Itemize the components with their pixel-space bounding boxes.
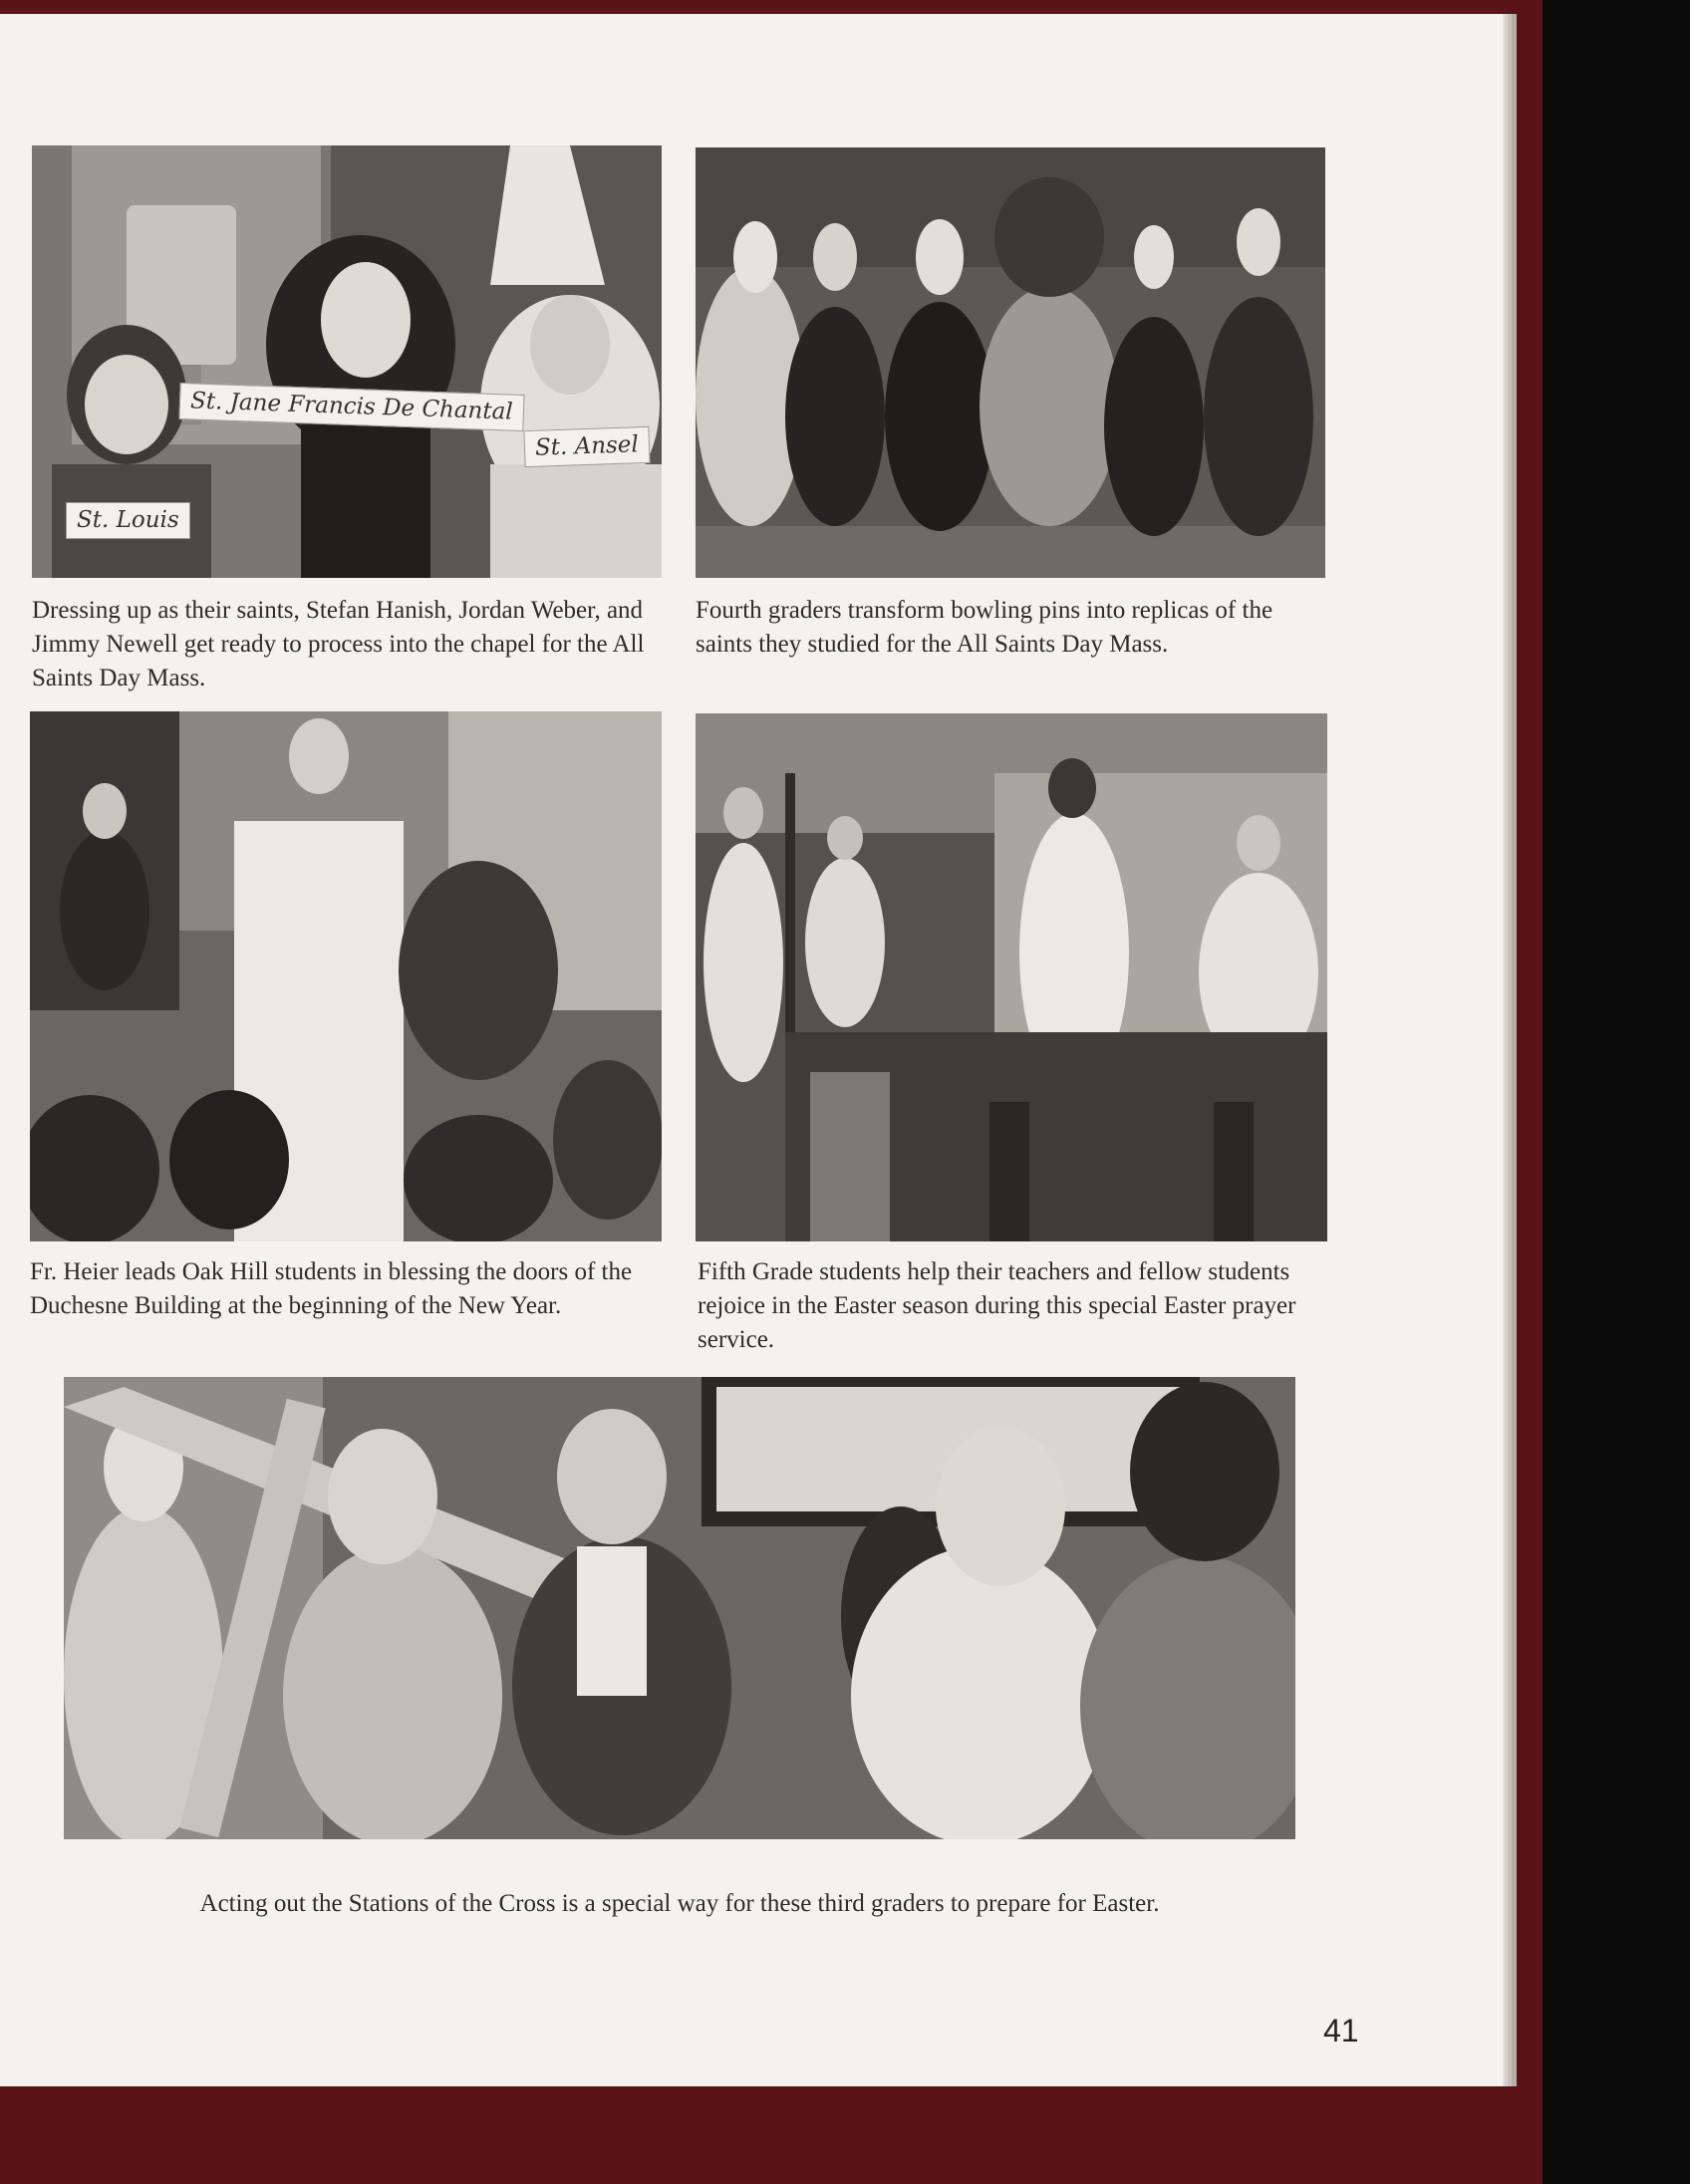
page-number: 41 bbox=[1323, 2013, 1359, 2048]
photo-easter-service-image bbox=[696, 713, 1327, 1241]
caption-saints-costumes: Dressing up as their saints, Stefan Hanish, Jordan Weber, and Jimmy Newell get ready to process into the chapel for the All Saints Day Mass. bbox=[32, 597, 645, 691]
sign-st-jane-francis: St. Jane Francis De Chantal bbox=[178, 383, 524, 431]
photo-bowling-pins-image bbox=[696, 147, 1325, 578]
caption-blessing-doors: Fr. Heier leads Oak Hill students in blessing the doors of the Duchesne Building at the beginning of the New Year. bbox=[30, 1258, 633, 1319]
sign-st-ansel: St. Ansel bbox=[523, 426, 650, 467]
background-dark bbox=[1543, 0, 1690, 2184]
photo-saints-costumes bbox=[32, 145, 662, 578]
caption-stations-cross: Acting out the Stations of the Cross is a special way for these third graders to prepare for Easter. bbox=[199, 1890, 1160, 1917]
yearbook-page bbox=[0, 14, 1503, 2086]
photo-bowling-pins bbox=[696, 147, 1325, 578]
photo-blessing-doors-image bbox=[30, 711, 662, 1241]
photo-easter-service bbox=[696, 713, 1327, 1241]
sign-st-louis: St. Louis bbox=[66, 502, 190, 539]
photo-blessing-doors bbox=[30, 711, 662, 1241]
caption-easter-service: Fifth Grade students help their teachers and fellow students rejoice in the Easter season during this special Easter prayer service. bbox=[698, 1258, 1296, 1353]
photo-stations-cross-image bbox=[64, 1377, 1295, 1839]
caption-bowling-pins: Fourth graders transform bowling pins into replicas of the saints they studied for the All Saints Day Mass. bbox=[696, 597, 1273, 658]
photo-stations-cross bbox=[64, 1377, 1295, 1839]
